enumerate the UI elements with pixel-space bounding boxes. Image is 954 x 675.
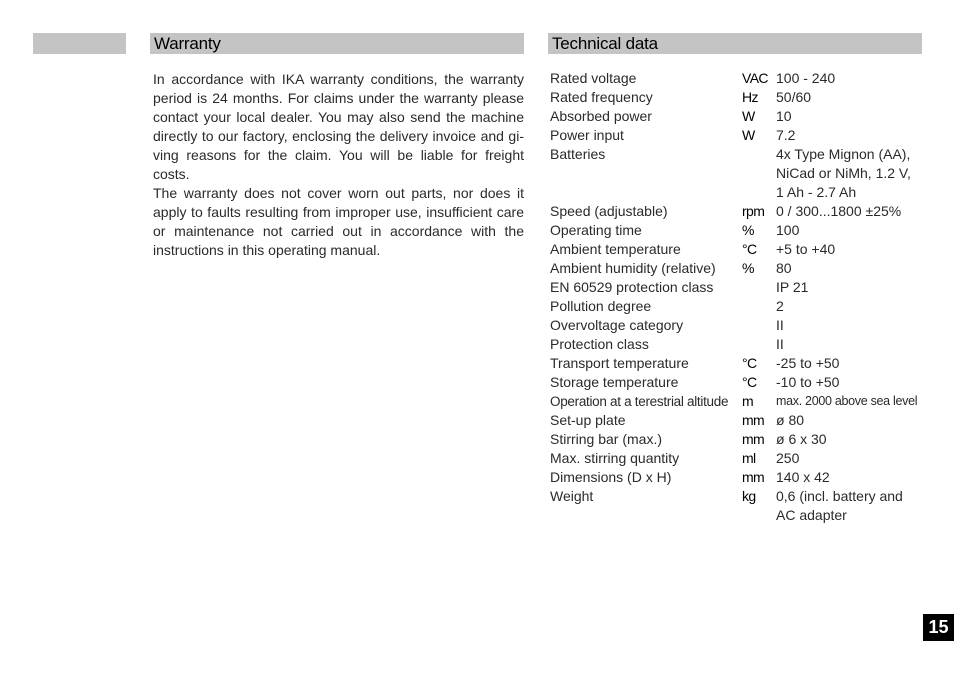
tech-row	[550, 259, 940, 278]
tech-row-value-line: 4x Type Mignon (AA),	[776, 146, 911, 162]
tech-row-value-line: 0 / 300...1800 ±25%	[776, 203, 902, 219]
tech-row-value-line: 250	[776, 450, 800, 466]
tech-row-label: Operating time	[550, 222, 642, 238]
tech-row-unit	[742, 278, 776, 297]
tech-row-value-line: 1 Ah - 2.7 Ah	[776, 184, 857, 200]
technical-data-title: Technical data	[552, 34, 658, 53]
tech-row-unit: %	[742, 222, 754, 238]
tech-row	[550, 411, 940, 430]
tech-row-value	[776, 145, 936, 202]
tech-row-unit: kg	[742, 488, 756, 504]
tech-row-unit: %	[742, 260, 754, 276]
tech-row-value-line: +5 to +40	[776, 241, 836, 257]
tech-row-unit: VAC	[742, 70, 768, 86]
tech-row-unit: mm	[742, 412, 765, 428]
tech-row-unit: °C	[742, 374, 757, 390]
tech-row-value	[776, 411, 936, 430]
tech-row-value	[776, 221, 936, 240]
tech-row-unit: Hz	[742, 89, 758, 105]
tech-row	[550, 487, 940, 525]
tech-row-value-line: -10 to +50	[776, 374, 840, 390]
tech-row-value-line: IP 21	[776, 279, 809, 295]
tech-row-label: Rated frequency	[550, 89, 653, 105]
tech-row-value	[776, 354, 936, 373]
tech-row-value-line: 140 x 42	[776, 469, 830, 485]
tech-row	[550, 88, 940, 107]
tech-row-value	[776, 202, 936, 221]
tech-row-unit: W	[742, 108, 755, 124]
tech-row-value	[776, 373, 936, 392]
tech-row	[550, 354, 940, 373]
tech-row-value	[776, 392, 936, 411]
tech-row-value	[776, 430, 936, 449]
tech-row-unit: mm	[742, 469, 765, 485]
tech-row-label: Stirring bar (max.)	[550, 431, 663, 447]
tech-row-label: Max. stirring quantity	[550, 450, 680, 466]
warranty-paragraph: In accordance with IKA warranty conditions, the warranty period is 24 months. For claims under the warranty please contact your local dealer. You may also send the machine directly to our factory, enclosing the delivery invoice and gi-ving reasons for the claim. You will be liable for freight costs.	[153, 71, 524, 182]
tech-row	[550, 373, 940, 392]
tech-row-value-line: AC adapter	[776, 507, 847, 523]
tech-row	[550, 335, 940, 354]
tech-row-label: Ambient temperature	[550, 241, 681, 257]
tech-row-value-line: 10	[776, 108, 792, 124]
tech-row-value-line: ø 80	[776, 412, 805, 428]
warranty-title: Warranty	[154, 34, 221, 53]
tech-row-label: Batteries	[550, 146, 606, 162]
tech-row-unit	[742, 145, 776, 202]
tech-row	[550, 468, 940, 487]
tech-row-value-line: 100 - 240	[776, 70, 836, 86]
tech-row-label: Absorbed power	[550, 108, 652, 124]
tech-row-value	[776, 468, 936, 487]
left-margin-bar	[33, 33, 126, 54]
tech-row-label: Operation at a terestrial altitude	[550, 394, 729, 409]
tech-row-value	[776, 316, 936, 335]
tech-row-label: Transport temperature	[550, 355, 689, 371]
tech-row	[550, 202, 940, 221]
tech-row-label: Power input	[550, 127, 624, 143]
tech-row-unit: W	[742, 127, 755, 143]
tech-row-value-line: 7.2	[776, 127, 796, 143]
tech-row-label: Speed (adjustable)	[550, 203, 668, 219]
tech-row-unit: m	[742, 393, 754, 409]
tech-row-label: Rated voltage	[550, 70, 637, 86]
tech-row	[550, 145, 940, 202]
tech-row-value-line: ø 6 x 30	[776, 431, 827, 447]
tech-row-label: EN 60529 protection class	[550, 279, 714, 295]
tech-row	[550, 69, 940, 88]
tech-row-value	[776, 335, 936, 354]
tech-row	[550, 449, 940, 468]
tech-row-value-line: 0,6 (incl. battery and	[776, 488, 903, 504]
tech-row	[550, 278, 940, 297]
tech-row-value	[776, 88, 936, 107]
tech-row-value-line: 2	[776, 298, 784, 314]
tech-row-value-line: II	[776, 317, 784, 333]
tech-row-value	[776, 240, 936, 259]
tech-row-value	[776, 449, 936, 468]
tech-row	[550, 107, 940, 126]
tech-row-value-line: NiCad or NiMh, 1.2 V,	[776, 165, 911, 181]
tech-row	[550, 240, 940, 259]
tech-row-value	[776, 126, 936, 145]
tech-row-label: Pollution degree	[550, 298, 652, 314]
tech-row-unit: °C	[742, 241, 757, 257]
tech-row-value	[776, 297, 936, 316]
technical-data-header-bar	[548, 33, 922, 54]
tech-row-unit	[742, 316, 776, 335]
tech-row-value-line: 100	[776, 222, 800, 238]
tech-row-value	[776, 259, 936, 278]
tech-row-unit: rpm	[742, 203, 765, 219]
tech-row	[550, 430, 940, 449]
tech-row-value-line: 50/60	[776, 89, 812, 105]
tech-row-unit: mm	[742, 431, 765, 447]
tech-row-label: Dimensions (D x H)	[550, 469, 672, 485]
tech-row-value-line: II	[776, 336, 784, 352]
tech-row	[550, 297, 940, 316]
tech-row-value-line: max. 2000 above sea level	[776, 394, 918, 408]
tech-row-label: Storage temperature	[550, 374, 679, 390]
warranty-paragraph: The warranty does not cover worn out parts, nor does it apply to faults resulting from improper use, insufficient care or maintenance not carried out in accordance with the instructions in this operating manual.	[153, 185, 524, 258]
tech-row-unit: °C	[742, 355, 757, 371]
tech-row-label: Weight	[550, 488, 594, 504]
tech-row-unit	[742, 335, 776, 354]
tech-row-label: Overvoltage category	[550, 317, 684, 333]
tech-row-value	[776, 487, 936, 525]
tech-row-unit	[742, 297, 776, 316]
page-number: 15	[923, 614, 954, 641]
tech-row	[550, 316, 940, 335]
tech-row-value	[776, 107, 936, 126]
warranty-header-bar	[150, 33, 524, 54]
tech-row-value-line: -25 to +50	[776, 355, 840, 371]
tech-row	[550, 392, 940, 411]
tech-row-label: Ambient humidity (relative)	[550, 260, 716, 276]
warranty-body	[153, 70, 524, 260]
tech-row	[550, 126, 940, 145]
tech-row-label: Protection class	[550, 336, 649, 352]
tech-row	[550, 221, 940, 240]
tech-row-value	[776, 278, 936, 297]
tech-row-label: Set-up plate	[550, 412, 626, 428]
technical-data-table	[550, 69, 940, 525]
tech-row-value-line: 80	[776, 260, 792, 276]
tech-row-value	[776, 69, 936, 88]
tech-row-unit: ml	[742, 450, 756, 466]
